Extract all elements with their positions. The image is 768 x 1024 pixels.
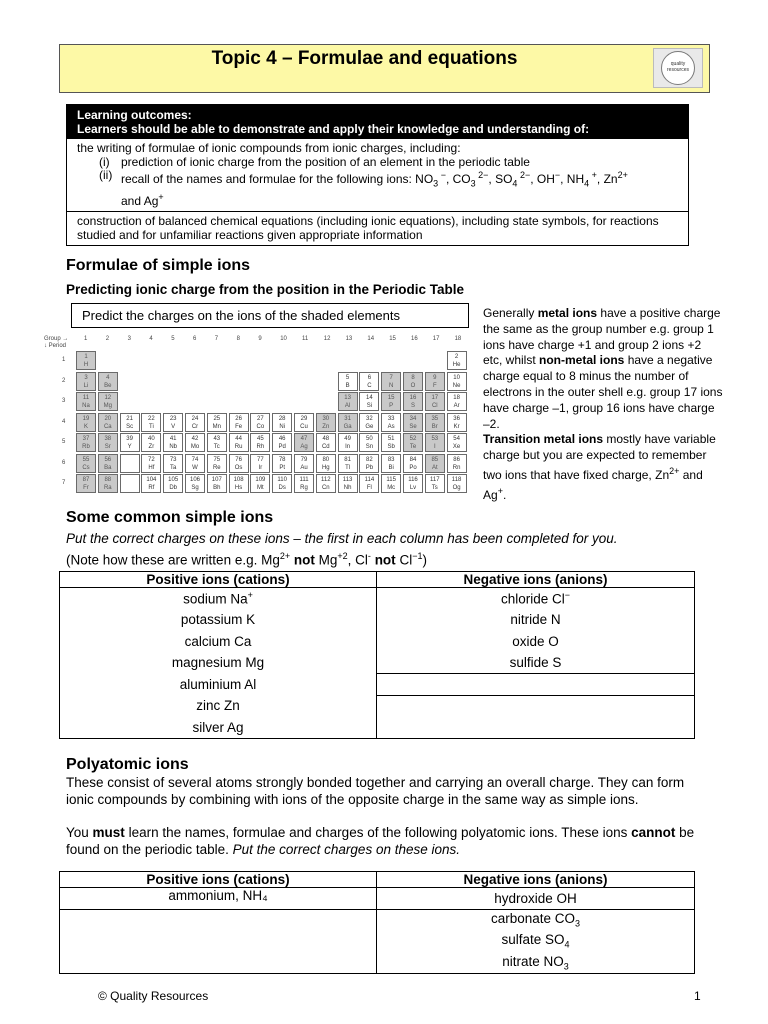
group-number: 11 [302,336,309,342]
note-end: ) [422,552,427,567]
side-text-3: have a negative charge equal to 8 minus the number of electrons in the outer shell e.g. group 17 ions have charge –1, group 16 ions have charge –2. [483,353,723,431]
element-co: 27 Co [250,413,270,432]
cation-label: sodium Na [183,591,248,607]
group-number: 18 [454,336,462,342]
lo-item-2: construction of balanced chemical equations (including ionic equations), including state symbols, for reactions studied and for unfamiliar reactions given appropriate information [67,211,688,245]
element-ru: 44 Ru [229,433,249,452]
group-number: 8 [236,336,240,342]
table-row [60,674,695,696]
element-cd: 48 Cd [316,433,336,452]
element-li: 3 Li [76,372,96,391]
lo-item-1 [67,139,688,211]
side-text-6: . [502,487,507,502]
instruction-box: Predict the charges on the ions of the shaded elements [71,303,469,328]
lo-heading-1: Learning outcomes: [77,108,192,122]
para2-cannot: cannot [631,825,676,840]
lo-item-1-intro: the writing of formulae of ionic compounds from ionic charges, including: [77,141,461,155]
cation-label: aluminium Al [179,676,257,692]
side-bold-non-metal-ions: non-metal ions [539,353,625,368]
lo-subitem-i-text: prediction of ionic charge from the position of an element in the periodic table [121,154,530,169]
group-number: 13 [345,336,353,342]
anion-label: oxide O [512,633,559,649]
table-row [60,909,695,931]
footer-copyright: © Quality Resources [98,989,209,1003]
element-na: 11 Na [76,392,96,411]
element-tc: 43 Tc [207,433,227,452]
cation-cell[interactable] [60,674,377,696]
note-pre: (Note how these are written e.g. Mg [66,552,280,567]
group-number: 2 [105,336,110,342]
element-te: 52 Te [403,433,423,452]
lo-subitem-ii [77,169,678,208]
element-rh: 45 Rh [250,433,270,452]
element-p: 15 P [381,392,401,411]
element-hg: 80 Hg [316,454,336,473]
element-cu: 29 Cu [294,413,314,432]
cation-cell[interactable] [60,631,377,653]
element-fr: 87 Fr [76,474,96,493]
table-row [60,952,695,974]
element-b: 5 B [338,372,358,391]
element-mc: 115 Mc [381,474,401,493]
col-header-cations: Positive ions (cations) [60,872,377,888]
element-tl: 81 Tl [338,454,358,473]
group-number: 12 [323,336,331,342]
group-number: 3 [127,336,131,342]
element-ts: 117 Ts [425,474,445,493]
element-sg: 106 Sg [185,474,205,493]
side-bold-transition: Transition metal ions [483,432,604,447]
lo-heading-2: Learners should be able to demonstrate and apply their knowledge and understanding of: [77,122,590,136]
anion-cell[interactable] [377,888,695,910]
element-at: 85 At [425,454,445,473]
element-ar: 18 Ar [447,392,467,411]
element-nh: 113 Nh [338,474,358,493]
element-ti: 22 Ti [141,413,161,432]
table-header-row [60,872,695,888]
element-zn: 30 Zn [316,413,336,432]
anion-cell-empty [377,717,695,739]
element-au: 79 Au [294,454,314,473]
note-cl: , Cl [347,552,368,567]
cation-cell[interactable] [60,609,377,631]
anion-cell[interactable]: nitrate $NO_3$ [377,952,695,974]
learning-outcomes-box [66,104,689,246]
group-number: 16 [411,336,418,342]
table-row [60,931,695,953]
period-number: 4 [62,418,66,425]
element-ta: 73 Ta [163,454,183,473]
group-number: 6 [193,336,197,342]
element-al: 13 Al [338,392,358,411]
subheading-predicting-charge: Predicting ionic charge from the position in the Periodic Table [66,282,465,297]
table-row [60,588,695,610]
lo-subitem-i-num: (i) [99,154,110,169]
placeholder-cell [120,454,140,473]
anion-cell[interactable]: chloride Cl− [377,588,695,610]
col-header-anions: Negative ions (anions) [377,872,695,888]
logo [653,48,703,88]
element-sc: 21 Sc [120,413,140,432]
side-bold-metal-ions: metal ions [537,306,598,320]
element-f: 9 F [425,372,445,391]
section-heading-simple-ions: Formulae of simple ions [66,257,251,274]
cation-label: silver Ag [192,719,244,735]
para2-e: be found on the periodic table. [66,825,695,857]
element-hs: 108 Hs [229,474,249,493]
period-number: 5 [62,439,66,445]
element-og: 118 Og [447,474,467,493]
simple-ions-table [59,571,695,739]
periodic-table [44,333,469,497]
element-c: 6 C [359,372,379,391]
element-bh: 107 Bh [207,474,227,493]
logo-badge: quality resources [661,51,695,85]
title-banner [59,44,710,93]
polyatomic-para-1: These consist of several atoms strongly bonded together and carrying an overall charge. They can form ionic compounds by combining with ions of the opposite charge in the same way as simple ions. [66,775,685,807]
placeholder-cell [120,474,140,493]
element-rb: 37 Rb [76,433,96,452]
anion-cell[interactable] [377,652,695,674]
page-title: Topic 4 – Formulae and equations [211,48,518,69]
group-number: 9 [258,336,262,342]
group-number: 7 [214,336,219,342]
element-sr: 38 Sr [98,433,118,452]
element-ge: 32 Ge [359,413,379,432]
element-ga: 31 Ga [338,413,358,432]
section-heading-common-ions: Some common simple ions [66,509,274,526]
element-rn: 86 Rn [447,454,467,473]
note-cl2: Cl [395,552,413,567]
element-rg: 111 Rg [294,474,314,493]
period-number: 1 [62,357,66,363]
element-br: 35 Br [425,413,445,432]
element-i: 53 I [425,433,445,452]
period-number: 7 [62,480,66,486]
group-axis-label: Group → [44,336,69,342]
cation-label: zinc Zn [196,698,240,714]
element-zr: 40 Zr [141,433,161,452]
table-row [60,695,695,717]
element-os: 76 Os [229,454,249,473]
anion-label: sulfate SO [501,932,565,948]
anion-label: hydroxide OH [494,890,577,906]
group-number: 5 [171,336,175,342]
period-number: 6 [62,459,66,466]
charge-explanation: Generally metal ions have a positive charge the same as the group number e.g. group 1 ions have charge +1 and group 2 ions +2 etc, whilst non-metal ions have a negative charge equal to 8 minus the number of electrons in the outer shell e.g. group 17 ions have charge –1, group 16 ions have charge –2. Transition metal ions mostly have variable charge but you are expected to remember two ions that have fixed charge, $Zn^{2+}$ and Ag+. [483,306,723,502]
para2-a: You [66,825,93,840]
element-cs: 55 Cs [76,454,96,473]
cation-cell-empty [60,909,377,931]
table-header-row [60,572,695,588]
element-ne: 10 Ne [447,372,467,391]
col-header-anions: Negative ions (anions) [377,572,695,588]
note-mid: Mg [314,552,338,567]
element-po: 84 Po [403,454,423,473]
note-not-1: not [293,552,315,567]
footer-page-number: 1 [694,989,701,1003]
learning-outcomes-header [67,105,688,139]
para2-f: Put the correct charges on these ions. [232,841,461,857]
table-row [60,717,695,739]
lo-subitem-ii-num: (ii) [99,168,113,182]
period-axis-label: ↓ Period [44,343,67,349]
cation-label: potassium K [180,612,256,628]
polyatomic-ions-table [59,871,695,974]
anion-cell[interactable]: carbonate $CO_3$ [377,909,695,931]
element-cn: 112 Cn [316,474,336,493]
element-si: 14 Si [359,392,379,411]
para2-must: must [92,825,125,840]
anion-label: carbonate CO [490,911,576,927]
group-number: 10 [280,336,287,342]
element-xe: 54 Xe [447,433,467,452]
element-ni: 28 Ni [272,413,292,432]
table-row [60,652,695,674]
anion-label: nitrate NO [502,953,564,969]
period-number: 2 [62,377,66,384]
side-text-1: Generally [483,306,538,320]
element-ag: 47 Ag [294,433,314,452]
group-number: 1 [84,336,88,342]
cation-label: ammonium, NH₄ [168,888,268,903]
cation-cell[interactable]: sodium Na+ [60,588,377,610]
element-bi: 83 Bi [381,454,401,473]
element-mg: 12 Mg [98,392,118,411]
group-number: 17 [432,336,440,342]
element-be: 4 Be [98,372,118,391]
anion-cell[interactable] [377,609,695,631]
lo-subitem-ii-text: recall of the names and formulae for the following ions: $NO_3$ −, $CO_3$ $^{2-}$, $SO_4$ $^{2-}$, OH−, $NH_4$ +, $Zn^{2+}$ and Ag+ [121,170,628,208]
element-fl: 114 Fl [359,474,379,493]
element-pb: 82 Pb [359,454,379,473]
section-heading-polyatomic: Polyatomic ions [66,756,189,773]
element-o: 8 O [403,372,423,391]
side-text-4: mostly have variable charge but you are expected to remember two ions that have fixed charge, [483,432,716,482]
period-number: 3 [62,398,66,404]
anion-cell[interactable]: sulfate $SO_4$ [377,931,695,953]
anion-label: chloride Cl [500,591,565,607]
element-mt: 109 Mt [250,474,270,493]
side-text-5: and Ag [483,467,703,502]
element-h: 1 H [76,351,96,370]
cation-cell[interactable] [60,888,377,910]
group-number: 14 [367,336,375,342]
cation-cell-empty [60,931,377,953]
element-db: 105 Db [163,474,183,493]
element-v: 23 V [163,413,183,432]
element-nb: 41 Nb [163,433,183,452]
note-not-2: not [374,552,396,567]
element-rf: 104 Rf [141,474,161,493]
element-cr: 24 Cr [185,413,205,432]
lo-subitem-ii-end: and Ag [121,193,159,208]
element-ca: 20 Ca [98,413,118,432]
cation-cell[interactable] [60,695,377,717]
anion-label: nitride N [510,612,561,628]
side-text-2: have a positive charge the same as the group number e.g. group 1 ions have charge +1 and group 2 ions +2 etc, whilst [483,306,721,368]
common-ions-instruction-text: Put the correct charges on these ions – the first in each column has been completed for you. [66,531,618,546]
element-ra: 88 Ra [98,474,118,493]
element-sb: 51 Sb [381,433,401,452]
anion-cell-empty [377,674,695,696]
group-number: 15 [389,336,396,342]
cation-cell[interactable] [60,652,377,674]
cation-label: calcium Ca [184,633,252,649]
element-pd: 46 Pd [272,433,292,452]
element-k: 19 K [76,413,96,432]
group-number: 4 [149,336,153,342]
cation-cell[interactable] [60,717,377,739]
element-pt: 78 Pt [272,454,292,473]
element-cl: 17 Cl [425,392,445,411]
table-row [60,631,695,653]
element-mo: 42 Mo [185,433,205,452]
element-y: 39 Y [120,433,140,452]
lo-subitem-i [77,156,678,170]
element-ba: 56 Ba [98,454,118,473]
element-lv: 116 Lv [403,474,423,493]
anion-label: sulfide S [509,655,562,670]
para2-c: learn the names, formulae and charges of the following polyatomic ions. These ions [124,825,632,840]
cation-cell-empty [60,952,377,974]
anion-cell-empty [377,695,695,717]
element-n: 7 N [381,372,401,391]
element-he: 2 He [447,351,467,370]
element-hf: 72 Hf [141,454,161,473]
table-row [60,888,695,910]
element-ds: 110 Ds [272,474,292,493]
element-re: 75 Re [207,454,227,473]
element-ir: 77 Ir [250,454,270,473]
anion-cell[interactable] [377,631,695,653]
lo-subitem-ii-lead: recall of the names and formulae for the following ions: [121,172,416,186]
element-fe: 26 Fe [229,413,249,432]
element-w: 74 W [185,454,205,473]
cation-label: magnesium Mg [171,655,265,671]
polyatomic-para-2 [66,825,706,858]
common-ions-instruction: Put the correct charges on these ions – the first in each column has been completed for you. (Note how these are written e.g. $Mg^{2+}$ not $Mg^{+2}$, Cl- not $Cl^{-1}$) [66,531,618,567]
element-mn: 25 Mn [207,413,227,432]
table-row [60,609,695,631]
element-sn: 50 Sn [359,433,379,452]
col-header-cations: Positive ions (cations) [60,572,377,588]
element-kr: 36 Kr [447,413,467,432]
element-se: 34 Se [403,413,423,432]
element-as: 33 As [381,413,401,432]
element-s: 16 S [403,392,423,411]
element-in: 49 In [338,433,358,452]
